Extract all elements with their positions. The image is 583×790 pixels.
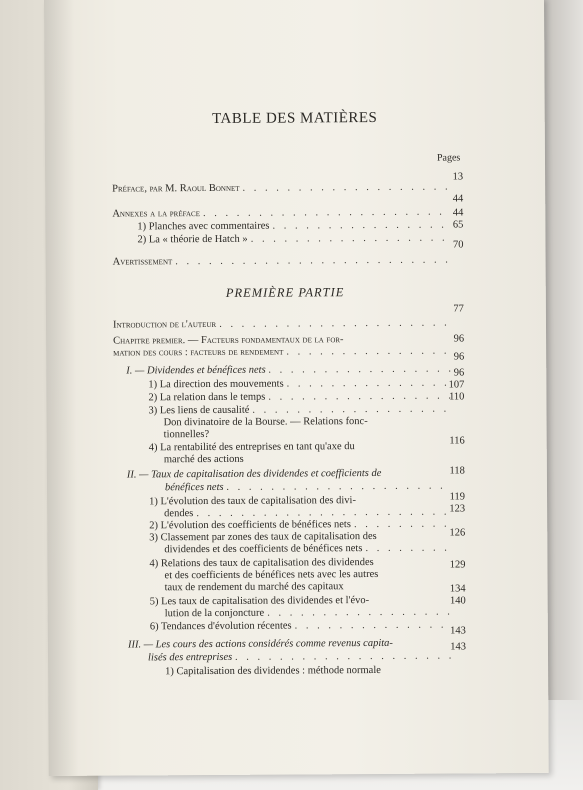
toc-entry: 5) Les taux de capitalisation des dividendes et l'évo- [149, 595, 370, 608]
toc-entry: Chapitre premier. — Facteurs fondamentaux de la for- [113, 334, 344, 347]
toc-entry: I. — Dividendes et bénéfices nets . . . [126, 364, 451, 377]
page-number: 143 [450, 641, 466, 653]
toc-entry: 1) Planches avec commentaires . . . [137, 220, 450, 233]
toc-entry: et des coefficients de bénéfices nets avec les autres [164, 568, 379, 582]
page-number: 143 [450, 625, 466, 637]
part-heading: PREMIÈRE PARTIE [225, 285, 345, 300]
page-number: 118 [449, 465, 465, 477]
page-number: 126 [449, 527, 466, 539]
toc-entry: Annexes a la préface . . . [112, 207, 450, 220]
toc-entry: Don divinatoire de la Bourse. — Relations fonc- [163, 416, 368, 429]
toc-title: TABLE DES MATIÈRES [212, 109, 378, 127]
toc-entry: 6) Tendances d'évolution récentes . . . [150, 620, 453, 633]
toc-entry: Préface, par M. Raoul Bonnet . . . [112, 182, 450, 195]
toc-entry: lution de la conjoncture . . . [165, 607, 453, 620]
pages-column-label: Pages [436, 152, 461, 164]
page-gutter-shadow [44, 0, 79, 776]
page-number: 107 [448, 379, 465, 391]
toc-entry: 4) La rentabilité des entreprises en tant qu'axe du [148, 441, 355, 454]
toc-entry: Introduction de l'auteur . . . [113, 318, 451, 331]
toc-entry: 1) La direction des mouvements . . . [148, 378, 451, 391]
toc-entry: mation des cours : facteurs de rendement . . . [113, 346, 451, 359]
page-number: 123 [449, 503, 466, 515]
page-number: 70 [452, 239, 464, 251]
toc-entry: 3) Les liens de causalité . . . [148, 404, 451, 417]
toc-entry: Avertissement . . . [113, 255, 451, 268]
toc-entry: 1) L'évolution des taux de capitalisation des divi- [149, 495, 356, 508]
page-number: 116 [449, 435, 465, 447]
book-page [44, 0, 549, 776]
toc-entry: II. — Taux de capitalisation des dividendes et coefficients de [126, 467, 382, 481]
toc-entry: 3) Classement par zones des taux de capitalisation des [149, 530, 377, 544]
toc-entry: 2) La « théorie de Hatch » . . . [137, 233, 450, 246]
page-number: 134 [449, 583, 466, 595]
toc-entry: 2) La relation dans le temps . . . [148, 391, 451, 404]
toc-entry: bénéfices nets . . . [165, 481, 452, 494]
page-number: 96 [453, 367, 465, 379]
page-number: 44 [452, 193, 464, 205]
toc-entry: 2) L'évolution des coefficients de bénéfices nets . . . [149, 519, 452, 532]
page-number: 44 [452, 207, 464, 219]
toc-entry: 4) Relations des taux de capitalisation des dividendes [149, 556, 374, 570]
toc-entry: dividendes et des coefficients de bénéfices nets . . . [164, 543, 452, 556]
toc-entry: lisés des entreprises . . . [148, 651, 453, 664]
page-number: 129 [449, 559, 466, 571]
page-number: 65 [452, 219, 464, 231]
page-number: 110 [449, 391, 465, 403]
page-number: 13 [452, 171, 464, 183]
toc-entry: III. — Les cours des actions considérés comme revenus capita- [127, 637, 393, 651]
toc-entry: dendes . . . [164, 507, 452, 520]
page-number: 119 [449, 491, 466, 503]
page-number: 140 [449, 595, 466, 607]
toc-entry: marché des actions [163, 453, 244, 466]
page-number: 96 [453, 351, 465, 363]
toc-entry: 1) Capitalisation des dividendes : méthode normale [165, 664, 381, 678]
page-number: 77 [453, 303, 464, 315]
toc-entry: taux de rendement du marché des capitaux [164, 581, 344, 594]
toc-entry: tionnelles? [163, 428, 210, 441]
page-number: 96 [453, 333, 465, 345]
